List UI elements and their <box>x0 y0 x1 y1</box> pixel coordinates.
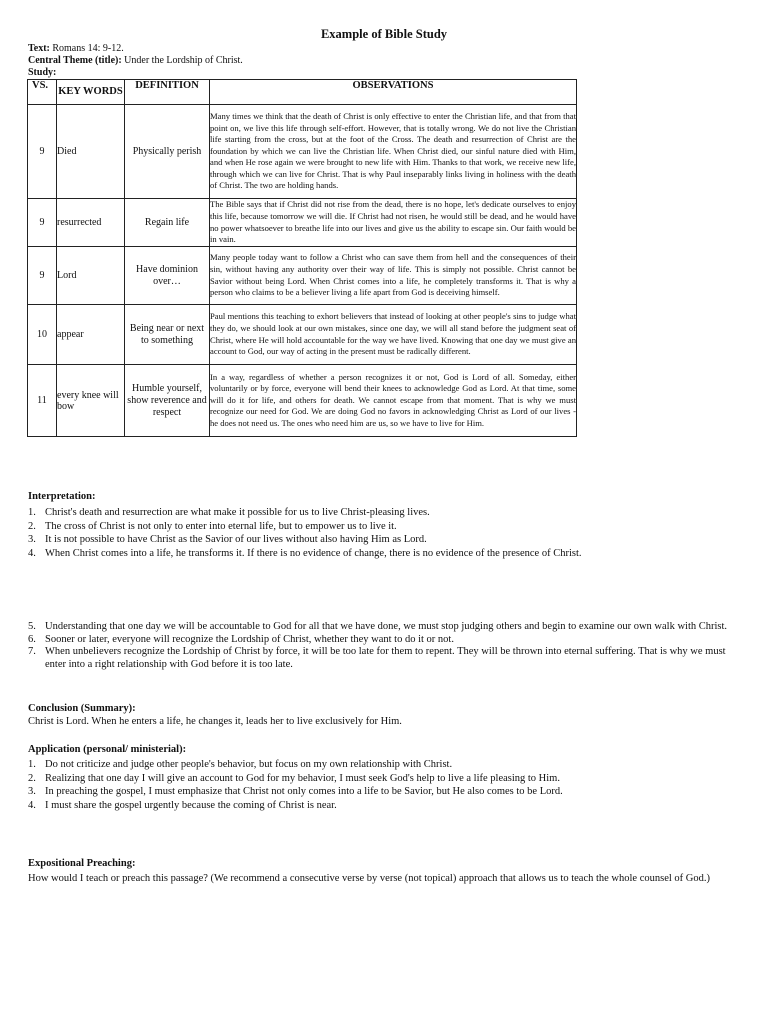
header-observations: OBSERVATIONS <box>210 80 577 105</box>
keyword-cell: appear <box>57 305 125 365</box>
list-item: 3. It is not possible to have Christ as the Savior of our lives without also having Him as Lord. <box>28 534 427 545</box>
list-item: 5. Understanding that one day we will be accountable to God for all that we have done, we must stop judging others and begin to examine our own walk with Christ. <box>28 621 728 632</box>
observation-cell: Paul mentions this teaching to exhort believers that instead of looking at other people's sins to judge what they do, we should look at our own mistakes, since one day, we will all stand before the judgment seat of Christ, where He will hold accountable for the way we have lived. Knowing that one day we must give an account to God, our way of acting in the present must be radically different. <box>210 305 577 365</box>
keyword-cell: Died <box>57 105 125 199</box>
theme-value: Under the Lordship of Christ. <box>124 55 243 66</box>
interpretation-list <box>28 506 740 560</box>
application-heading: Application (personal/ ministerial): <box>28 744 187 755</box>
list-item: 4. I must share the gospel urgently because the coming of Christ is near. <box>28 799 337 811</box>
keyword-cell: every knee will bow <box>57 365 125 437</box>
keyword-cell: Lord <box>57 247 125 305</box>
verse-cell: 11 <box>28 365 57 437</box>
header-vs: VS. <box>28 80 57 105</box>
interpretation-list-continued <box>28 621 740 671</box>
list-item: 1. Do not criticize and judge other people's behavior, but focus on my own relationship with Christ. <box>28 759 453 770</box>
preaching-heading: Expositional Preaching: <box>28 858 136 869</box>
text-value: Romans 14: 9-12. <box>52 43 124 54</box>
observation-cell: Many times we think that the death of Christ is only effective to enter the Christian life, and that from that point on, we live this life through self-effort. However, that is totally wrong. We do not live the Christian life starting from the cross, but at the foot of the Cross. The death and resurrection of Christ are the foundation by which we can live the Christian life. When Christ died, our sinful nature died with Him, and when He rose again we were brought to new life with Him. Thanks to that work, we receive new life, through which we can live for Christ. That is why Paul inseparably links living in holiness with the death of Christ. The two are holding hands. <box>210 105 577 199</box>
verse-cell: 9 <box>28 199 57 247</box>
list-item: 7. When unbelievers recognize the Lordship of Christ by force, it will be too late for them to repent. They will be thrown into eternal suffering. That is why we must enter into a right relationship with God before it is too late. <box>28 646 726 670</box>
definition-cell: Physically perish <box>125 105 210 199</box>
observation-cell: In a way, regardless of whether a person recognizes it or not, God is Lord of all. Someday, either voluntarily or by force, everyone will bend their knees to acknowledge God as Lord. At that time, some will do it for life, and others for death. We cannot escape from that moment. That is why we must recognize our need for God. We are doing God no favors in acknowledging Christ as Lord of our lives - he does not need us. The ones who need him are us, so we have to live for Him. <box>210 365 577 437</box>
keyword-cell: resurrected <box>57 199 125 247</box>
table-header-row <box>28 80 577 105</box>
definition-cell: Have dominion over… <box>125 247 210 305</box>
definition-cell: Being near or next to something <box>125 305 210 365</box>
study-label: Study: <box>28 67 57 78</box>
observation-cell: Many people today want to follow a Christ who can save them from hell and the consequences of their sin, without having any authority over their way of life. This is simply not possible. Christ cannot be Savior without being Lord. When Christ comes into a life, he completely transforms it. That is why a person who claims to be a believer living a life apart from God is deceiving himself. <box>210 247 577 305</box>
text-label: Text: <box>28 43 50 54</box>
table-row <box>28 105 577 199</box>
verse-cell: 9 <box>28 105 57 199</box>
header-definition: DEFINITION <box>125 80 210 105</box>
verse-cell: 9 <box>28 247 57 305</box>
header-key-words: KEY WORDS <box>57 80 125 105</box>
list-item: 1. Christ's death and resurrection are what make it possible for us to live Christ-pleasing lives. <box>28 507 430 518</box>
table-row <box>28 199 577 247</box>
central-theme <box>28 55 243 67</box>
list-item: 6. Sooner or later, everyone will recognize the Lordship of Christ, whether they want to do it or not. <box>28 633 454 645</box>
list-item: 4. When Christ comes into a life, he transforms it. If there is no evidence of change, there is no evidence of the presence of Christ. <box>28 547 582 559</box>
table-row <box>28 365 577 437</box>
verse-cell: 10 <box>28 305 57 365</box>
application-list <box>28 758 740 812</box>
observation-cell: The Bible says that if Christ did not rise from the dead, there is no hope, let's dedicate ourselves to enjoy this life, because tomorrow we will die. If Christ had not risen, he would still be dead, and he would have no power whatsoever to breathe life into our lives and give us the ability to escape sin. Our faith would be in vain. <box>210 199 577 247</box>
table-row <box>28 305 577 365</box>
definition-cell: Humble yourself, show reverence and respect <box>125 365 210 437</box>
list-item: 3. In preaching the gospel, I must emphasize that Christ not only comes into a life to be Savior, but He also comes to be Lord. <box>28 786 563 797</box>
conclusion-heading: Conclusion (Summary): <box>28 703 136 714</box>
text-reference <box>28 43 124 55</box>
theme-label: Central Theme (title): <box>28 55 122 66</box>
document-title: Example of Bible Study <box>320 27 448 41</box>
definition-cell: Regain life <box>125 199 210 247</box>
study-table <box>27 79 577 437</box>
table-row <box>28 247 577 305</box>
preaching-text: How would I teach or preach this passage? (We recommend a consecutive verse by verse (not topical) approach that allows us to teach the whole counsel of God.) <box>28 873 710 884</box>
list-item: 2. Realizing that one day I will give an account to God for my behavior, I must seek God's help to live a life pleasing to Him. <box>28 772 560 784</box>
conclusion-text: Christ is Lord. When he enters a life, he changes it, leads her to live exclusively for Him. <box>28 716 402 727</box>
interpretation-heading: Interpretation: <box>28 491 96 502</box>
list-item: 2. The cross of Christ is not only to enter into eternal life, but to empower us to live it. <box>28 520 397 532</box>
